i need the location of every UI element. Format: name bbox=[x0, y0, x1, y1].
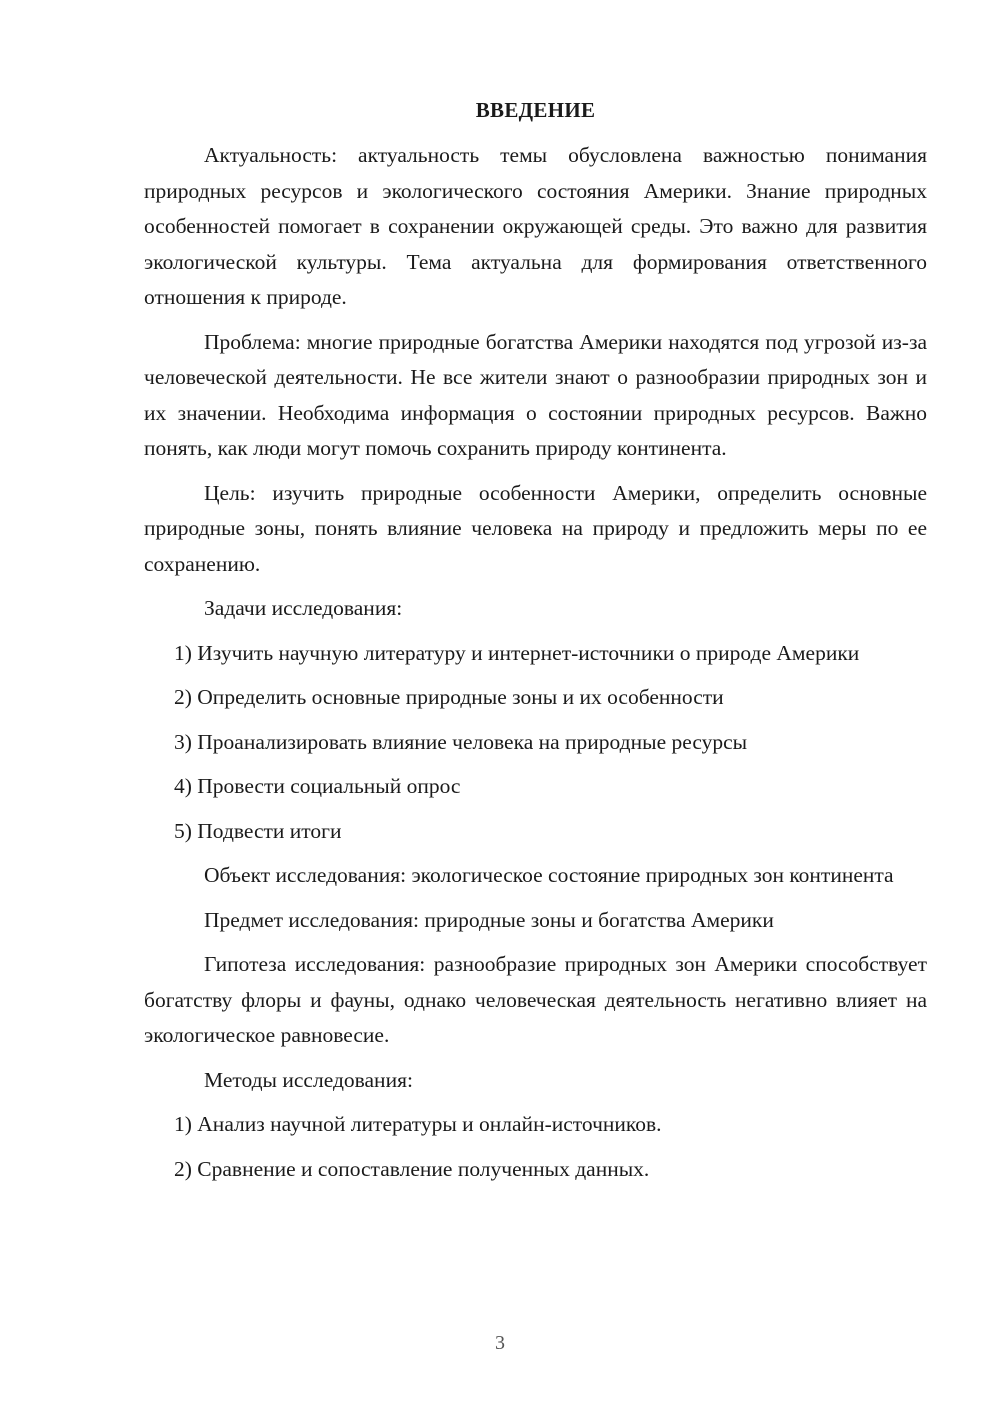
method-item: 2) Сравнение и сопоставление полученных данных. bbox=[174, 1156, 650, 1181]
relevance-paragraph: Актуальность: актуальность темы обусловлена важностью понимания природных ресурсов и экологического состояния Америки. Знание природных особенностей помогает в сохранении окружающей среды. Это важно для развития экологической культуры. Тема актуальна для формирования ответственного отношения к природе. bbox=[144, 143, 927, 309]
object-paragraph: Объект исследования: экологическое состояние природных зон континента bbox=[204, 863, 894, 887]
task-item: 3) Проанализировать влияние человека на природные ресурсы bbox=[174, 729, 748, 754]
page-title: ВВЕДЕНИЕ bbox=[475, 98, 596, 122]
task-item: 1) Изучить научную литературу и интернет-источники о природе Америки bbox=[174, 640, 860, 665]
document-page bbox=[144, 96, 927, 1196]
tasks-list bbox=[144, 636, 927, 850]
hypothesis-paragraph: Гипотеза исследования: разнообразие природных зон Америки способствует богатству флоры и фауны, однако человеческая деятельность негативно влияет на экологическое равновесие. bbox=[144, 952, 927, 1047]
page-number: 3 bbox=[495, 1332, 505, 1354]
methods-label: Методы исследования: bbox=[204, 1067, 413, 1092]
tasks-label: Задачи исследования: bbox=[204, 596, 403, 620]
problem-paragraph: Проблема: многие природные богатства Америки находятся под угрозой из-за человеческой деятельности. Не все жители знают о разнообразии природных зон и их значении. Необходима информация о состоянии природных ресурсов. Важно понять, как люди могут помочь сохранить природу континента. bbox=[144, 329, 927, 460]
task-item: 4) Провести социальный опрос bbox=[174, 774, 461, 798]
goal-paragraph: Цель: изучить природные особенности Америки, определить основные природные зоны, понять влияние человека на природу и предложить меры по ее сохранению. bbox=[144, 480, 927, 576]
methods-list bbox=[144, 1107, 927, 1187]
task-item: 5) Подвести итоги bbox=[174, 818, 342, 843]
method-item: 1) Анализ научной литературы и онлайн-источников. bbox=[174, 1112, 662, 1136]
subject-paragraph: Предмет исследования: природные зоны и богатства Америки bbox=[204, 907, 774, 932]
task-item: 2) Определить основные природные зоны и их особенности bbox=[174, 685, 724, 709]
